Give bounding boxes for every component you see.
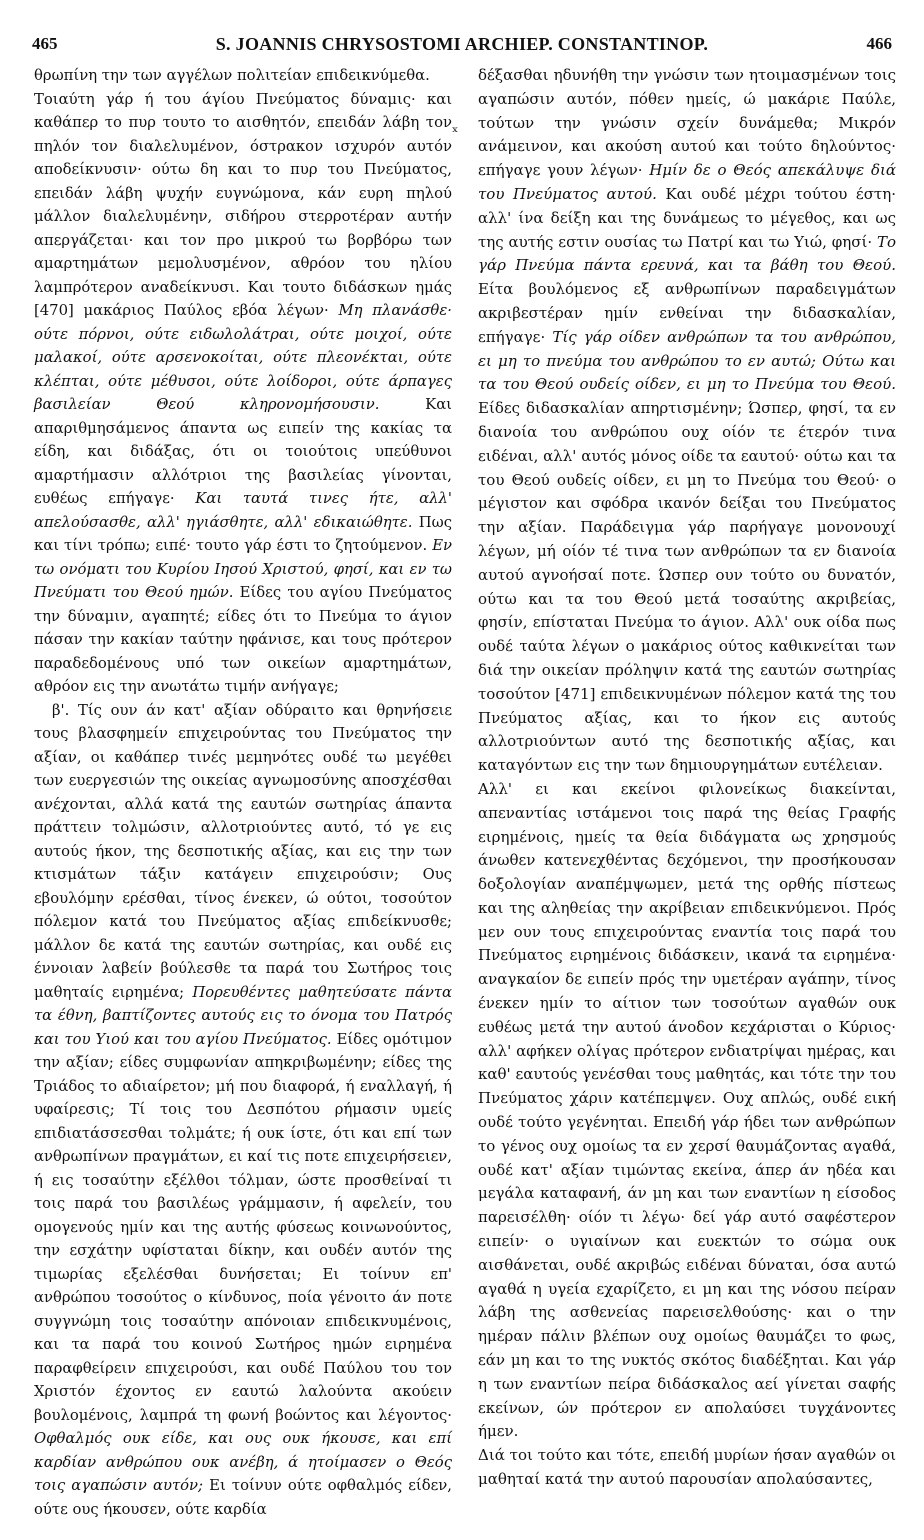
page-number-right: 466 xyxy=(866,34,892,53)
paragraph xyxy=(478,64,896,778)
running-header xyxy=(28,34,896,58)
text-segment: Πως και τίνι τρόπω; ειπέ· τουτο γάρ έστι το ζητούμενον. xyxy=(34,513,452,554)
text-segment: δέξασθαι ηδυνήθη την γνώσιν των ητοιμασμένων τοις αγαπώσιν αυτόν, πόθεν ημείς, ώ μακάριε Παύλε, τούτων την γνώσιν σχείν δυνάμεθα; Μικρόν ανάμεινον, και ακούση αυτού και τούτο δηλούντος· επήγαγε γουν λέγων· xyxy=(478,66,896,180)
paragraph xyxy=(34,699,452,1522)
text-segment: Είτα βουλόμενος εξ ανθρωπίνων παραδειγμάτων ακριβεστέραν ημίν ενθείναι την διδασκαλίαν, επήγαγε· xyxy=(478,280,896,346)
paragraph xyxy=(34,64,452,88)
text-segment: Αλλ' ει και εκείνοι φιλονείκως διακείνται, απεναντίας ιστάμενοι τοις παρά της θείας Γραφής ειρημένοις, ημείς τα θεία διδάγματα ως χρησμούς άνωθεν κατενεχθέντας δεχόμενοι, την προσήκουσαν δοξολογίαν αναπέμψωμεν, μετά της ορθής πίστεως και της αληθείας την ακρίβειαν επιδεικνύμενοι. Πρός μεν ουν τους επιχειρούντας εναντία τοις παρά του Πνεύματος ειρημένοις διδάσκειν, ικανά τα ειρημένα· αναγκαίον δε ειπείν πρός την υμετέραν αγάπην, τίνος ένεκεν ημίν το αίτιον των τοσούτων αγαθών ουκ ευθέως μετά την αυτού άνοδον κεχάρισται ο Κύριος· αλλ' αφήκεν ολίγας πρότερον ενδιατρίψαι ημέρας, και καθ' εαυτούς γενέσθαι τους μαθητάς, και τότε την του Πνεύματος χάριν κατέπεμψεν. Ουχ απλώς, ουδέ εική ουδέ τούτο γεγένηται. Επειδή γάρ ήδει των ανθρώπων το γένος ουχ ομοίως τα εν χερσί θαυμάζοντας αγαθά, ουδέ κατ' αξίαν τιμώντας εκείνα, άπερ άν ηδέα και μεγάλα καταφανή, άν μη και των εναντίων η είσοδος παρεισέλθη· οίόν τι λέγω· δεί γάρ αυτό σαφέστερον ειπείν· ο υγιαίνων και ευεκτών το σώμα ουκ αισθάνεται, ουδέ ακριβώς ειδέναι δύναται, όσα αυτώ αγαθά η υγεία εχαρίζετο, ει μη και της νόσου πείραν λάβη της ασθενείας παρεισελθούσης· και ο την ημέραν πάλιν βλέπων ουχ ομοίως θαυμάζει το φως, εάν μη και το της νυκτός σκότος διαδέξηται. Και γάρ η των εναντίων πείρα διδάσκαλος αεί γίνεται σαφής εκείνων, ών πρότερον εν απολαύσει τυγχάνοντες ήμεν. xyxy=(478,779,896,1441)
scripture-quote: Μη πλανάσθε· ούτε πόρνοι, ούτε ειδωλολάτραι, ούτε μοιχοί, ούτε μαλακοί, ούτε αρσενοκοίται, ούτε πλεονέκται, ούτε κλέπται, ούτε μέθυσοι, ούτε λοίδοροι, ούτε άρπαγες βασιλείαν Θεού κληρονομήσουσιν. xyxy=(34,302,452,413)
text-segment: Και απαριθμησάμενος άπαντα ως ειπείν της κακίας τα είδη, και διδάξας, ότι οι τοιούτοις υπεύθυνοι αμαρτήμασιν αλλότριοι της βασιλείας γίνονται, ευθέως επήγαγε· xyxy=(34,396,452,507)
scripture-quote: Εν τω ονόματι του Κυρίου Ιησού Χριστού, φησί, και εν τω Πνεύματι του Θεού ημών. xyxy=(34,537,452,601)
scripture-quote: Ημίν δε ο Θεός απεκάλυψε διά του Πνεύματος αυτού. xyxy=(478,161,896,203)
scripture-quote: Τίς γάρ οίδεν ανθρώπων τα του ανθρώπου, ει μη το πνεύμα του ανθρώπου το εν αυτώ; Ούτω και τα του Θεού ουδείς οίδεν, ει μη το Πνεύμα του Θεού. xyxy=(478,327,896,394)
paragraph xyxy=(34,88,452,699)
right-column xyxy=(478,64,896,1492)
text-segment: θρωπίνη την των αγγέλων πολιτείαν επιδεικνύμεθα. xyxy=(34,67,430,84)
paragraph xyxy=(478,1444,896,1492)
text-segment: Είδες ομότιμον την αξίαν; είδες συμφωνίαν απηκριβωμένην; είδες της Τριάδος το αδιαίρετον; μή που διαφορά, ή εναλλαγή, ή υφαίρεσις; Τί τοις του Δεσπότου ρήμασιν υμείς επιδιατάσσεσθαι τολμάτε; ή ουκ ίστε, ότι και επί των ανθρωπίνων πραγμάτων, ει καί τις ποτε επιχειρήσειεν, ή εις τοσαύτην εξέλθοι τόλμαν, ώστε προσθείναί τι τοις παρά του βασιλέως γράμμασιν, ή αφελείν, του ομογενούς ημίν και της αυτής φύσεως κοινωνούντος, την εσχάτην υφίσταται δίκην, και ουδέν αυτόν της τιμωρίας εξελέσθαι δυνήσεται; Ει τοίνυν επ' ανθρώπου τοσούτος ο κίνδυνος, ποία γένοιτο άν ποτε συγγνώμη τοις τοσαύτην απόνοιαν επιδεικνυμένοις, και τα παρά του κοινού Σωτήρος ημών ειρημένα παραφθείρειν επιχειρούσι, και ουδέ Παύλου του τον Χριστόν έχοντος εν εαυτώ λαλούντα ακούειν βουλομένοις, λαμπρά τη φωνή βοώντος και λέγοντος· xyxy=(34,1030,452,1424)
text-segment: Τοιαύτη γάρ ή του άγίου Πνεύματος δύναμις· και καθάπερ το πυρ τουτο το αισθητόν, επειδάν λάβη τον πηλόν τον διαλελυμένον, όστρακον ισχυρόν αυτόν αποδείκνυσιν· ούτω δη και το πυρ του Πνεύματος, επειδάν λάβη ψυχήν ευγνώμονα, κάν ευρη πηλού μάλλον διαλελυμένην, σιδήρου στερροτέραν αυτήν απεργάζεται· και τον προ μικρού τω βορβόρω των αμαρτημάτων μεμολυσμένον, αθρόον του ηλίου λαμπρότερον αναδείκνυσι. Και τουτο διδάσκων ημάς [470] μακάριος Παύλος εβόα λέγων· xyxy=(34,90,452,319)
paragraph xyxy=(478,778,896,1444)
text-segment: Είδες του αγίου Πνεύματος την δύναμιν, αγαπητέ; είδες ότι το Πνεύμα το άγιον πάσαν την κακίαν ταύτην ηφάνισε, και τους πρότερον παραδεδομένους υπό των οικείων αμαρτημάτων, αθρόον εις την ανωτάτω τιμήν ανήγαγε; xyxy=(34,584,452,695)
left-column xyxy=(34,64,452,1521)
text-segment: β'. Τίς ουν άν κατ' αξίαν οδύραιτο και θρηνήσειε τους βλασφημείν επιχειρούντας του Πνεύματος την αξίαν, οι καθάπερ τινές μεμηνότες ουδέ τω μεγέθει των ευεργεσιών της οικείας αγνωμοσύνης αποσχέσθαι ανέχονται, αλλά κατά της εαυτών σωτηρίας άπαντα πράττειν τολμώσιν, αλλοτριούντες αυτό, τό γε εις αυτούς ήκον, της δεσποτικής αξίας, και εις την των κτισμάτων τάξιν κατάγειν επιχειρούσιν; Ους εβουλόμην ερέσθαι, τίνος ένεκεν, ώ ούτοι, τοσούτον πόλεμον κατά του Πνεύματος αξίας επιδείκνυσθε; μάλλον δε κατά της εαυτών σωτηρίας, και ουδέ εις έννοιαν λαβείν βούλεσθε τα παρά του Σωτήρος τοις μαθηταίς ειρημένα; xyxy=(34,701,452,1001)
text-segment: Ει τοίνυν ούτε οφθαλμός είδεν, ούτε ους ήκουσεν, ούτε καρδία xyxy=(34,1477,452,1518)
text-segment: Διά τοι τούτο και τότε, επειδή μυρίων ήσαν αγαθών οι μαθηταί κατά την αυτού παρουσίαν απολαύσαντες, xyxy=(478,1446,896,1489)
scripture-quote: Πορευθέντες μαθητεύσατε πάντα τα έθνη, βαπτίζοντες αυτούς εις το όνομα του Πατρός και του Υιού και του αγίου Πνεύματος. xyxy=(34,983,452,1048)
scripture-quote: Το γάρ Πνεύμα πάντα ερευνά, και τα βάθη του Θεού. xyxy=(478,232,896,275)
scripture-quote: Οφθαλμός ουκ είδε, και ους ουκ ήκουσε, και επί καρδίαν ανθρώπου ουκ ανέβη, ά ητοίμασεν ο Θεός τοις αγαπώσιν αυτόν; xyxy=(34,1430,452,1494)
running-title: S. JOANNIS CHRYSOSTOMI ARCHIEP. CONSTANTINOP. xyxy=(215,34,709,54)
scripture-quote: Και ταυτά τινες ήτε, αλλ' απελούσασθε, αλλ' ηγιάσθητε, αλλ' εδικαιώθητε. xyxy=(34,490,452,531)
page-number-left: 465 xyxy=(32,34,58,53)
text-segment: Και ουδέ μέχρι τούτου έστη· αλλ' ίνα δείξη και της δυνάμεως το μέγεθος, και ως της αυτής εστιν ουσίας τω Πατρί και τω Υιώ, φησί· xyxy=(478,184,896,251)
text-segment: Είδες διδασκαλίαν απηρτισμένην; Ώσπερ, φησί, τα εν διανοία του ανθρώπου ουχ οίόν τε έτερόν τινα ειδέναι, αλλ' αυτός μόνος οίδε τα εαυτού· ούτω και τα του Θεού ουδείς οίδεν, ει μη το Πνεύμα του Θεού· ο μέγιστον και σφόδρα ικανόν δείξαι του Πνεύματος την αξίαν. Παράδειγμα γάρ παρήγαγε μονονουχί λέγων, μή οίόν τέ τινα των ανθρώπων τα εν διανοία αυτού αγνοήσαί ποτε. Ώσπερ ουν τούτο ου δυνατόν, ούτω και τα του Θεού μετά τοσαύτης ακριβείας, φησίν, επίσταται Πνεύμα το άγιον. Αλλ' ουκ οίδα πως ουδέ ταύτα λέγων ο μακάριος ούτος καθικνείται των διά την οικείαν πρόληψιν κατά της εαυτών σωτηρίας τοσούτον [471] επιδεικνυμένων πόλεμον κατά της του Πνεύματος αξίας, και το ήκον εις αυτούς αλλοτριούντων αυτό της δεσποτικής αξίας, και καταγόντων εις την των δημιουργημάτων ευτέλειαν. xyxy=(478,399,896,775)
margin-mark: ₓ xyxy=(452,118,459,136)
